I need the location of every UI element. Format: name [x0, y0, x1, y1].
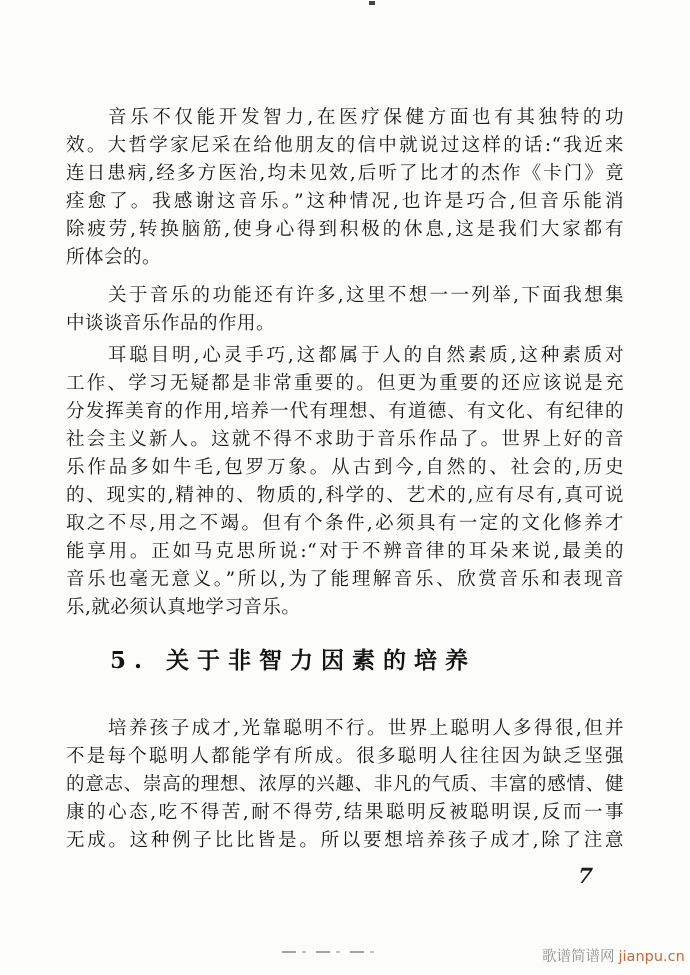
text-line: 取之不尽,用之不竭。但有个条件,必须具有一定的文化修养才	[66, 513, 624, 534]
text-line: 音乐也毫无意义。”所以,为了能理解音乐、欣赏音乐和表现音	[66, 569, 624, 590]
text-line: 除疲劳,转换脑筋,使身心得到积极的休息,这是我们大家都有	[66, 219, 624, 240]
paragraph-aesthetic-education	[66, 342, 624, 622]
text-line: 社会主义新人。这就不得不求助于音乐作品了。世界上好的音	[66, 429, 624, 450]
section-heading: 5. 关于非智力因素的培养	[110, 647, 477, 674]
text-line: 培养孩子成才,光靠聪明不行。世界上聪明人多得很,但并	[108, 718, 624, 739]
text-line: 的、现实的,精神的、物质的,科学的、艺术的,应有尽有,真可说	[66, 485, 624, 506]
page-number: 7	[577, 863, 594, 888]
text-line: 乐作品多如牛毛,包罗万象。从古到今,自然的、社会的,历史	[66, 457, 624, 478]
paragraph-music-functions	[66, 282, 624, 338]
text-line: 音乐不仅能开发智力,在医疗保健方面也有其独特的功	[108, 107, 624, 128]
watermark-site-url: jianpu.cn	[618, 949, 685, 965]
text-line: 连日患病,经多方医治,均未见效,后听了比才的杰作《卡门》竟	[66, 163, 624, 184]
paragraph-music-health	[66, 104, 624, 272]
watermark-site-name: 歌谱简谱网	[542, 949, 615, 965]
watermark	[542, 945, 685, 966]
text-line: 能享用。正如马克思所说:“对于不辨音律的耳朵来说,最美的	[66, 541, 624, 562]
text-line: 效。大哲学家尼采在给他朋友的信中就说过这样的话:“我近来	[66, 135, 624, 156]
text-line: 康的心态,吃不得苦,耐不得劳,结果聪明反被聪明误,反而一事	[66, 802, 624, 823]
paragraph-non-intelligence-factors	[66, 715, 624, 855]
text-line: 无成。这种例子比比皆是。所以要想培养孩子成才,除了注意	[66, 830, 624, 851]
text-line: 所体会的。	[66, 247, 162, 268]
text-line: 痊愈了。我感谢这音乐。”这种情况,也许是巧合,但音乐能消	[66, 191, 624, 212]
text-line: 分发挥美育的作用,培养一代有理想、有道德、有文化、有纪律的	[66, 401, 624, 422]
text-line: 耳聪目明,心灵手巧,这都属于人的自然素质,这种素质对	[108, 345, 624, 366]
text-line: 不是每个聪明人都能学有所成。很多聪明人往往因为缺乏坚强	[66, 746, 624, 767]
text-column	[66, 104, 624, 855]
text-line: 关于音乐的功能还有许多,这里不想一一列举,下面我想集	[108, 285, 624, 306]
text-line: 的意志、崇高的理想、浓厚的兴趣、非凡的气质、丰富的感情、健	[66, 774, 624, 795]
scan-artifact-line	[282, 951, 378, 953]
scan-speck-artifact	[369, 1, 375, 5]
text-line: 乐,就必须认真地学习音乐。	[66, 597, 301, 618]
text-line: 中谈谈音乐作品的作用。	[66, 313, 276, 334]
text-line: 工作、学习无疑都是非常重要的。但更为重要的还应该说是充	[66, 373, 624, 394]
